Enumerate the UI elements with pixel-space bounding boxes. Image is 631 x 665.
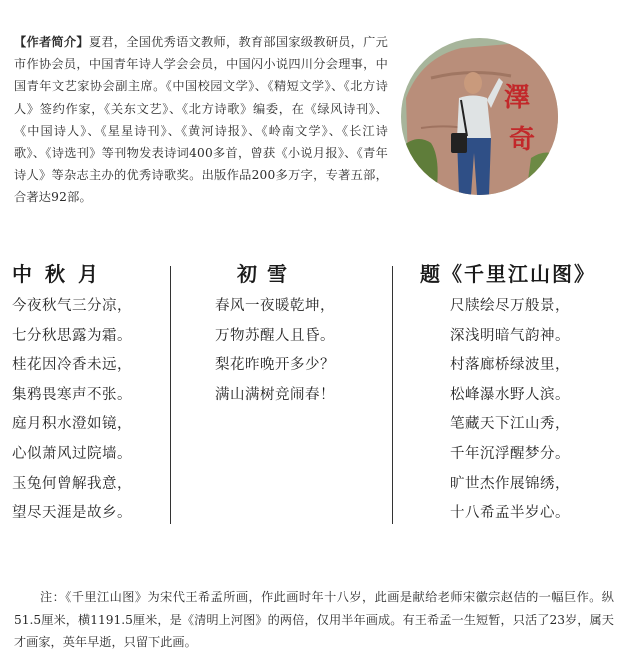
poem-title: 题《千里江山图》 [420, 262, 596, 286]
poem-line: 桂花因冷香未远， [12, 357, 132, 374]
person-head [464, 72, 482, 94]
poem-first-snow [215, 258, 335, 410]
rock-carving-1: 澤 [504, 83, 531, 113]
poem-thousand-li-painting [420, 258, 596, 529]
poem-line: 心似萧风过院墙。 [12, 445, 132, 462]
poem-line: 七分秋思露为霜。 [12, 327, 132, 344]
footnote: 注：《千里江山图》为宋代王希孟所画，作此画时年十八岁，此画是献给老师宋徽宗赵佶的一幅巨作。纵51.5厘米，横1191.5厘米，是《清明上河图》的两倍，仅用半年画成。有王希孟一生短暂，只活了23岁，属天才画家，英年早逝，只留下此画。 [14, 590, 614, 649]
poem-line: 尺牍绘尽万般景， [450, 298, 570, 314]
poem-line: 集鸦畏寒声不张。 [12, 386, 132, 403]
poem-line: 笔藏天下江山秀， [450, 416, 570, 433]
poem-line: 村落廊桥绿波里， [450, 357, 570, 374]
foliage [401, 139, 438, 195]
author-photo-illustration [401, 38, 558, 195]
column-divider [170, 266, 171, 524]
poem-line: 旷世杰作展锦绣， [450, 475, 570, 492]
poem-line: 庭月积水澄如镜， [12, 416, 132, 433]
author-photo [401, 38, 558, 195]
person-bag [451, 133, 467, 153]
poem-line: 千年沉浮醒梦分。 [450, 445, 570, 462]
poem-title: 初雪 [237, 262, 297, 286]
poem-line: 望尽天涯是故乡。 [12, 505, 132, 522]
poem-line: 松峰瀑水野人滨。 [450, 386, 570, 403]
rock-carving-2: 奇 [509, 125, 536, 155]
poem-title: 中秋月 [12, 262, 111, 286]
poems-section [0, 258, 631, 528]
poem-line: 玉兔何曾解我意， [12, 475, 132, 492]
column-divider [392, 266, 393, 524]
poem-mid-autumn-moon [12, 258, 132, 529]
bio-label: 【作者简介】 [14, 35, 89, 49]
poem-line: 春风一夜暖乾坤， [215, 298, 335, 314]
poem-line: 今夜秋气三分凉， [12, 298, 132, 314]
author-bio [14, 31, 388, 209]
bio-text: 夏君，全国优秀语文教师，教育部国家级教研员，广元市作协会员，中国青年诗人学会会员，中国闪小说四川分会理事，中国青年文艺家协会副主席。《中国校园文学》、《精短文学》、《北方诗人》签约作家，《关东文艺》、《北方诗歌》编委，在《绿风诗刊》、《中国诗人》、《星星诗刊》、《黄河诗报》、《岭南文学》、《长江诗歌》、《诗选刊》等刊物发表诗词400多首，曾获《小说月报》、《青年诗人》等杂志主办的优秀诗歌奖。出版作品200多万字，专著五部，合著达92部。 [14, 35, 388, 205]
poem-line: 梨花昨晚开多少？ [215, 357, 335, 374]
poem-line: 万物苏醒人且昏。 [215, 327, 335, 344]
poem-line: 满山满树竞闹春！ [215, 386, 335, 403]
poem-line: 深浅明暗气韵神。 [450, 327, 570, 344]
poem-line: 十八希孟半岁心。 [450, 505, 570, 522]
